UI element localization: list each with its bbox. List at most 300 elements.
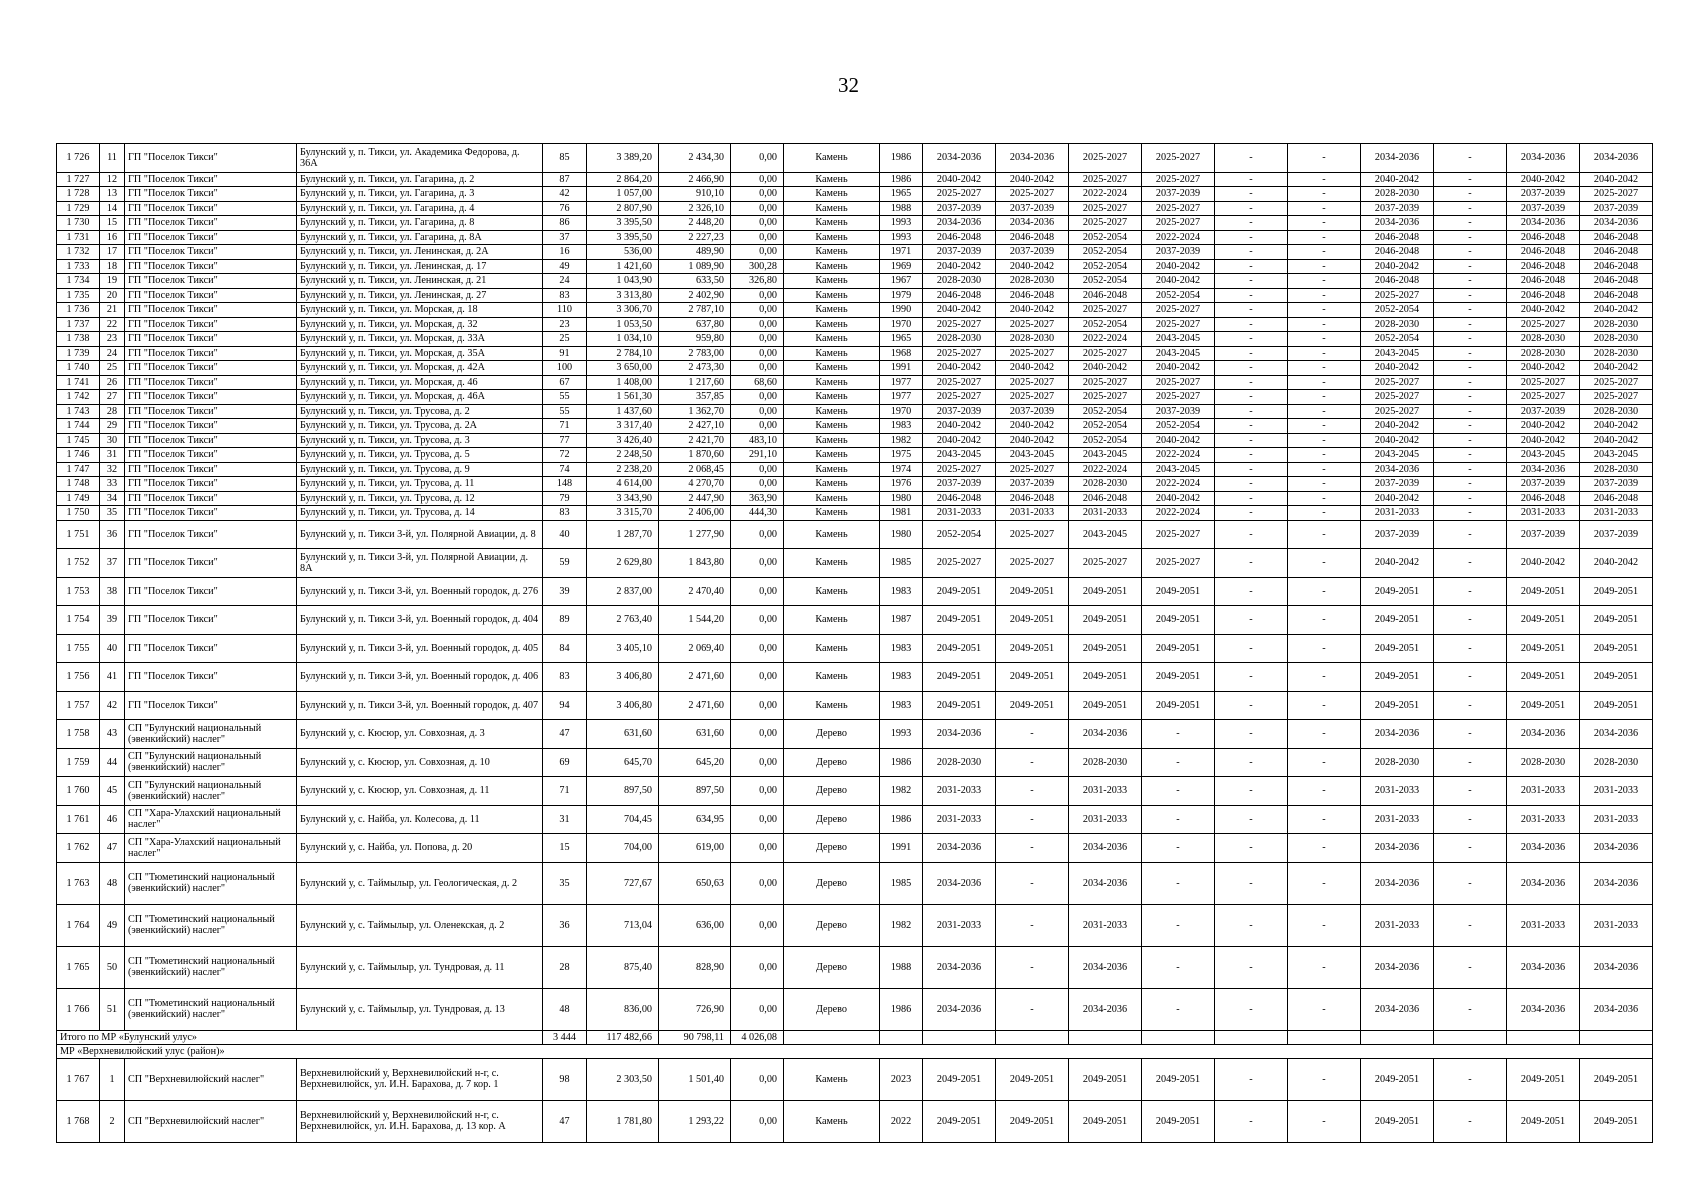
repair-period-cell: 2040-2042	[1142, 259, 1215, 274]
repair-period-cell: 2049-2051	[1142, 606, 1215, 635]
repair-period-cell: 2040-2042	[1580, 419, 1653, 434]
repair-period-cell: 2040-2042	[1069, 361, 1142, 376]
residents-cell: 71	[543, 777, 587, 806]
residents-cell: 86	[543, 216, 587, 231]
address-cell: Булунский у, п. Тикси, ул. Гагарина, д. 8	[297, 216, 543, 231]
repair-period-cell: -	[1288, 1100, 1361, 1142]
address-cell: Булунский у, п. Тикси 3-й, ул. Военный городок, д. 404	[297, 606, 543, 635]
repair-period-cell: -	[1288, 375, 1361, 390]
organization-cell: ГП "Поселок Тикси"	[125, 274, 297, 289]
wall-material-cell: Камень	[784, 433, 880, 448]
repair-period-cell: 2031-2033	[1507, 904, 1580, 946]
row-subnumber: 26	[100, 375, 125, 390]
summary-empty-cell	[1507, 1030, 1580, 1044]
repair-period-cell: 2049-2051	[923, 1058, 996, 1100]
repair-period-cell: 2037-2039	[1507, 187, 1580, 202]
repair-period-cell: 2028-2030	[1580, 748, 1653, 777]
build-year-cell: 1985	[880, 549, 923, 578]
build-year-cell: 1982	[880, 777, 923, 806]
summary-empty-cell	[880, 1030, 923, 1044]
organization-cell: ГП "Поселок Тикси"	[125, 448, 297, 463]
area-other-cell: 0,00	[731, 201, 784, 216]
build-year-cell: 2023	[880, 1058, 923, 1100]
area-other-cell: 0,00	[731, 748, 784, 777]
area-living-cell: 2 402,90	[659, 288, 731, 303]
residents-cell: 28	[543, 946, 587, 988]
repair-period-cell: -	[1434, 1058, 1507, 1100]
repair-period-cell: 2046-2048	[1069, 288, 1142, 303]
repair-period-cell: -	[1434, 346, 1507, 361]
repair-period-cell: 2037-2039	[996, 477, 1069, 492]
wall-material-cell: Камень	[784, 274, 880, 289]
repair-period-cell: -	[1288, 346, 1361, 361]
row-number: 1 744	[57, 419, 100, 434]
repair-period-cell: 2025-2027	[1361, 375, 1434, 390]
repair-period-cell: -	[996, 862, 1069, 904]
repair-period-cell: 2049-2051	[1507, 634, 1580, 663]
repair-period-cell: 2034-2036	[1361, 946, 1434, 988]
repair-period-cell: 2025-2027	[1069, 346, 1142, 361]
area-other-cell: 326,80	[731, 274, 784, 289]
residents-cell: 83	[543, 663, 587, 692]
residents-cell: 87	[543, 172, 587, 187]
area-other-cell: 0,00	[731, 332, 784, 347]
area-other-cell: 444,30	[731, 506, 784, 521]
address-cell: Булунский у, с. Таймылыр, ул. Оленекская, д. 2	[297, 904, 543, 946]
repair-period-cell: -	[1434, 448, 1507, 463]
repair-period-cell: 2025-2027	[1069, 201, 1142, 216]
repair-period-cell: 2025-2027	[923, 390, 996, 405]
area-other-cell: 0,00	[731, 477, 784, 492]
row-subnumber: 38	[100, 577, 125, 606]
address-cell: Булунский у, п. Тикси, ул. Трусова, д. 5	[297, 448, 543, 463]
repair-period-cell: 2025-2027	[1069, 390, 1142, 405]
row-number: 1 737	[57, 317, 100, 332]
repair-period-cell: -	[1215, 904, 1288, 946]
organization-cell: СП "Тюметинский национальный (эвенкийский) наслег"	[125, 946, 297, 988]
repair-period-cell: 2040-2042	[1361, 491, 1434, 506]
repair-period-cell: -	[1288, 777, 1361, 806]
repair-period-cell: 2037-2039	[996, 201, 1069, 216]
repair-period-cell: 2046-2048	[1580, 230, 1653, 245]
section-title: МР «Верхневилюйский улус (район)»	[57, 1044, 1653, 1058]
build-year-cell: 2022	[880, 1100, 923, 1142]
wall-material-cell: Камень	[784, 303, 880, 318]
repair-period-cell: 2031-2033	[1361, 777, 1434, 806]
area-living-cell: 2 069,40	[659, 634, 731, 663]
repair-period-cell: 2022-2024	[1142, 477, 1215, 492]
repair-period-cell: -	[1215, 361, 1288, 376]
area-other-cell: 68,60	[731, 375, 784, 390]
row-subnumber: 46	[100, 805, 125, 834]
table-row	[57, 317, 1653, 332]
repair-period-cell: 2025-2027	[996, 317, 1069, 332]
organization-cell: СП "Булунский национальный (эвенкийский) наслег"	[125, 748, 297, 777]
organization-cell: ГП "Поселок Тикси"	[125, 606, 297, 635]
repair-period-cell: -	[1434, 303, 1507, 318]
residents-cell: 83	[543, 506, 587, 521]
organization-cell: ГП "Поселок Тикси"	[125, 346, 297, 361]
repair-period-cell: -	[1434, 361, 1507, 376]
repair-period-cell: 2040-2042	[1361, 419, 1434, 434]
row-subnumber: 49	[100, 904, 125, 946]
repair-period-cell: -	[1434, 663, 1507, 692]
repair-period-cell: 2028-2030	[1507, 332, 1580, 347]
area-living-cell: 4 270,70	[659, 477, 731, 492]
repair-period-cell: 2040-2042	[996, 433, 1069, 448]
address-cell: Булунский у, п. Тикси, ул. Морская, д. 46А	[297, 390, 543, 405]
repair-period-cell: 2031-2033	[1580, 777, 1653, 806]
residents-cell: 40	[543, 520, 587, 549]
repair-period-cell: -	[1215, 144, 1288, 173]
repair-period-cell: 2028-2030	[1580, 317, 1653, 332]
area-living-cell: 645,20	[659, 748, 731, 777]
area-living-cell: 2 787,10	[659, 303, 731, 318]
repair-period-cell: -	[1288, 404, 1361, 419]
repair-period-cell: 2040-2042	[1361, 361, 1434, 376]
area-total-cell: 3 395,50	[587, 230, 659, 245]
row-number: 1 758	[57, 720, 100, 749]
organization-cell: ГП "Поселок Тикси"	[125, 303, 297, 318]
repair-period-cell: -	[1288, 834, 1361, 863]
build-year-cell: 1987	[880, 606, 923, 635]
table-row	[57, 462, 1653, 477]
organization-cell: ГП "Поселок Тикси"	[125, 462, 297, 477]
repair-period-cell: 2031-2033	[1507, 506, 1580, 521]
wall-material-cell: Камень	[784, 1058, 880, 1100]
build-year-cell: 1983	[880, 419, 923, 434]
repair-period-cell: 2028-2030	[1361, 317, 1434, 332]
area-other-cell: 0,00	[731, 777, 784, 806]
table-body	[57, 144, 1653, 1143]
row-subnumber: 37	[100, 549, 125, 578]
summary-empty-cell	[1434, 1030, 1507, 1044]
repair-period-cell: -	[1215, 259, 1288, 274]
table-row	[57, 1100, 1653, 1142]
repair-period-cell: 2034-2036	[1361, 988, 1434, 1030]
residents-cell: 148	[543, 477, 587, 492]
repair-period-cell: 2049-2051	[1069, 663, 1142, 692]
row-number: 1 761	[57, 805, 100, 834]
wall-material-cell: Дерево	[784, 946, 880, 988]
repair-period-cell: 2040-2042	[1507, 419, 1580, 434]
area-living-cell: 959,80	[659, 332, 731, 347]
repair-period-cell: 2040-2042	[996, 361, 1069, 376]
area-other-cell: 0,00	[731, 720, 784, 749]
residents-cell: 71	[543, 419, 587, 434]
repair-period-cell: 2037-2039	[1580, 201, 1653, 216]
organization-cell: ГП "Поселок Тикси"	[125, 172, 297, 187]
row-number: 1 732	[57, 245, 100, 260]
organization-cell: СП "Верхневилюйский наслег"	[125, 1058, 297, 1100]
area-other-cell: 0,00	[731, 577, 784, 606]
area-living-cell: 2 227,23	[659, 230, 731, 245]
build-year-cell: 1969	[880, 259, 923, 274]
area-living-cell: 1 277,90	[659, 520, 731, 549]
area-living-cell: 1 217,60	[659, 375, 731, 390]
repair-period-cell: -	[1215, 491, 1288, 506]
repair-period-cell: 2025-2027	[996, 390, 1069, 405]
area-other-cell: 0,00	[731, 520, 784, 549]
table-row	[57, 201, 1653, 216]
area-total-cell: 704,45	[587, 805, 659, 834]
repair-period-cell: 2034-2036	[1507, 862, 1580, 904]
row-number: 1 729	[57, 201, 100, 216]
repair-period-cell: -	[1288, 520, 1361, 549]
repair-period-cell: 2046-2048	[1507, 274, 1580, 289]
repair-period-cell: 2049-2051	[1069, 691, 1142, 720]
residents-cell: 49	[543, 259, 587, 274]
summary-row	[57, 1030, 1653, 1044]
repair-period-cell: 2049-2051	[923, 691, 996, 720]
area-total-cell: 536,00	[587, 245, 659, 260]
repair-period-cell: 2034-2036	[1069, 988, 1142, 1030]
repair-period-cell: 2049-2051	[996, 1100, 1069, 1142]
repair-period-cell: -	[1288, 491, 1361, 506]
repair-period-cell: -	[1434, 259, 1507, 274]
repair-period-cell: 2049-2051	[1507, 1100, 1580, 1142]
area-living-cell: 1 293,22	[659, 1100, 731, 1142]
organization-cell: СП "Хара-Улахский национальный наслег"	[125, 805, 297, 834]
address-cell: Булунский у, с. Таймылыр, ул. Тундровая, д. 13	[297, 988, 543, 1030]
repair-period-cell: -	[1434, 491, 1507, 506]
repair-period-cell: 2046-2048	[1507, 288, 1580, 303]
repair-period-cell: -	[1215, 549, 1288, 578]
repair-period-cell: 2040-2042	[996, 303, 1069, 318]
repair-period-cell: 2049-2051	[1507, 663, 1580, 692]
repair-period-cell: -	[1434, 375, 1507, 390]
wall-material-cell: Камень	[784, 477, 880, 492]
area-other-cell: 0,00	[731, 404, 784, 419]
wall-material-cell: Камень	[784, 288, 880, 303]
area-other-cell: 0,00	[731, 144, 784, 173]
repair-period-cell: 2028-2030	[1580, 462, 1653, 477]
repair-period-cell: 2037-2039	[1142, 245, 1215, 260]
area-total-cell: 3 315,70	[587, 506, 659, 521]
area-living-cell: 637,80	[659, 317, 731, 332]
repair-period-cell: 2040-2042	[1580, 303, 1653, 318]
organization-cell: ГП "Поселок Тикси"	[125, 375, 297, 390]
row-subnumber: 47	[100, 834, 125, 863]
repair-period-cell: 2046-2048	[1507, 230, 1580, 245]
repair-period-cell: 2052-2054	[1069, 317, 1142, 332]
residents-cell: 76	[543, 201, 587, 216]
repair-period-cell: -	[1215, 506, 1288, 521]
residents-cell: 67	[543, 375, 587, 390]
area-total-cell: 2 303,50	[587, 1058, 659, 1100]
row-number: 1 751	[57, 520, 100, 549]
organization-cell: СП "Булунский национальный (эвенкийский) наслег"	[125, 777, 297, 806]
area-other-cell: 0,00	[731, 634, 784, 663]
repair-period-cell: -	[1288, 577, 1361, 606]
repair-period-cell: 2034-2036	[1361, 216, 1434, 231]
residents-cell: 16	[543, 245, 587, 260]
row-number: 1 726	[57, 144, 100, 173]
row-number: 1 746	[57, 448, 100, 463]
address-cell: Булунский у, п. Тикси 3-й, ул. Военный городок, д. 407	[297, 691, 543, 720]
area-living-cell: 2 434,30	[659, 144, 731, 173]
area-living-cell: 2 068,45	[659, 462, 731, 477]
repair-period-cell: 2049-2051	[1507, 1058, 1580, 1100]
row-subnumber: 13	[100, 187, 125, 202]
repair-period-cell: 2052-2054	[1069, 245, 1142, 260]
repair-period-cell: 2037-2039	[996, 404, 1069, 419]
repair-period-cell: 2025-2027	[923, 317, 996, 332]
repair-period-cell: -	[996, 988, 1069, 1030]
repair-period-cell: -	[1215, 390, 1288, 405]
repair-period-cell: 2052-2054	[1361, 332, 1434, 347]
area-total-cell: 631,60	[587, 720, 659, 749]
organization-cell: СП "Тюметинский национальный (эвенкийский) наслег"	[125, 988, 297, 1030]
repair-period-cell: 2034-2036	[923, 834, 996, 863]
area-other-cell: 0,00	[731, 187, 784, 202]
repair-period-cell: 2034-2036	[996, 144, 1069, 173]
build-year-cell: 1986	[880, 748, 923, 777]
wall-material-cell: Камень	[784, 663, 880, 692]
wall-material-cell: Камень	[784, 606, 880, 635]
wall-material-cell: Камень	[784, 187, 880, 202]
area-total-cell: 704,00	[587, 834, 659, 863]
repair-period-cell: 2028-2030	[1580, 404, 1653, 419]
address-cell: Булунский у, п. Тикси, ул. Трусова, д. 3	[297, 433, 543, 448]
repair-period-cell: -	[1215, 988, 1288, 1030]
build-year-cell: 1976	[880, 477, 923, 492]
repair-period-cell: 2034-2036	[1069, 862, 1142, 904]
repair-period-cell: -	[1215, 187, 1288, 202]
area-total-cell: 3 395,50	[587, 216, 659, 231]
repair-period-cell: 2034-2036	[1361, 462, 1434, 477]
repair-period-cell: 2034-2036	[923, 144, 996, 173]
row-number: 1 740	[57, 361, 100, 376]
repair-period-cell: -	[1434, 720, 1507, 749]
residents-cell: 24	[543, 274, 587, 289]
table-row	[57, 419, 1653, 434]
repair-period-cell: 2025-2027	[1142, 520, 1215, 549]
area-living-cell: 489,90	[659, 245, 731, 260]
table-row	[57, 805, 1653, 834]
address-cell: Булунский у, п. Тикси, ул. Морская, д. 33А	[297, 332, 543, 347]
repair-period-cell: -	[1215, 317, 1288, 332]
area-other-cell: 0,00	[731, 834, 784, 863]
repair-period-cell: 2049-2051	[996, 1058, 1069, 1100]
row-number: 1 763	[57, 862, 100, 904]
repair-period-cell: 2043-2045	[1361, 448, 1434, 463]
area-living-cell: 1 544,20	[659, 606, 731, 635]
repair-period-cell: 2049-2051	[1580, 577, 1653, 606]
row-subnumber: 24	[100, 346, 125, 361]
repair-period-cell: -	[1434, 201, 1507, 216]
area-living-cell: 828,90	[659, 946, 731, 988]
row-number: 1 747	[57, 462, 100, 477]
area-total-cell: 4 614,00	[587, 477, 659, 492]
repair-period-cell: 2025-2027	[996, 549, 1069, 578]
repair-period-cell: -	[1215, 375, 1288, 390]
area-living-cell: 636,00	[659, 904, 731, 946]
repair-period-cell: 2046-2048	[996, 230, 1069, 245]
residents-cell: 72	[543, 448, 587, 463]
wall-material-cell: Камень	[784, 404, 880, 419]
repair-period-cell: -	[1288, 691, 1361, 720]
area-total-cell: 2 248,50	[587, 448, 659, 463]
row-number: 1 736	[57, 303, 100, 318]
repair-period-cell: 2025-2027	[1142, 390, 1215, 405]
repair-period-cell: 2034-2036	[1580, 720, 1653, 749]
repair-period-cell: 2034-2036	[1580, 834, 1653, 863]
repair-period-cell: -	[1288, 172, 1361, 187]
row-subnumber: 34	[100, 491, 125, 506]
repair-period-cell: 2037-2039	[1361, 201, 1434, 216]
address-cell: Булунский у, с. Таймылыр, ул. Тундровая, д. 11	[297, 946, 543, 988]
page-number: 32	[838, 73, 859, 97]
address-cell: Верхневилюйский у, Верхневилюйский н-г, с. Верхневилюйск, ул. И.Н. Барахова, д. 13 кор. А	[297, 1100, 543, 1142]
table-row	[57, 606, 1653, 635]
residents-cell: 98	[543, 1058, 587, 1100]
row-subnumber: 40	[100, 634, 125, 663]
repair-period-cell: 2049-2051	[996, 577, 1069, 606]
wall-material-cell: Дерево	[784, 834, 880, 863]
repair-period-cell: 2052-2054	[923, 520, 996, 549]
repair-period-cell: 2037-2039	[1507, 477, 1580, 492]
repair-period-cell: -	[1215, 691, 1288, 720]
repair-period-cell: 2046-2048	[1361, 245, 1434, 260]
repair-period-cell: 2025-2027	[1142, 201, 1215, 216]
wall-material-cell: Дерево	[784, 748, 880, 777]
repair-period-cell: 2025-2027	[1069, 549, 1142, 578]
repair-period-cell: 2040-2042	[1507, 549, 1580, 578]
repair-period-cell: 2046-2048	[1361, 274, 1434, 289]
address-cell: Булунский у, п. Тикси, ул. Гагарина, д. 8А	[297, 230, 543, 245]
address-cell: Булунский у, с. Найба, ул. Колесова, д. 11	[297, 805, 543, 834]
repair-period-cell: -	[1288, 988, 1361, 1030]
repair-period-cell: -	[1288, 332, 1361, 347]
area-living-cell: 2 471,60	[659, 663, 731, 692]
repair-period-cell: 2046-2048	[1580, 491, 1653, 506]
organization-cell: ГП "Поселок Тикси"	[125, 691, 297, 720]
area-total-cell: 3 405,10	[587, 634, 659, 663]
build-year-cell: 1986	[880, 172, 923, 187]
repair-period-cell: 2043-2045	[1361, 346, 1434, 361]
row-number: 1 754	[57, 606, 100, 635]
repair-period-cell: -	[1215, 834, 1288, 863]
repair-period-cell: 2043-2045	[923, 448, 996, 463]
area-other-cell: 0,00	[731, 390, 784, 405]
residents-cell: 36	[543, 904, 587, 946]
repair-period-cell: -	[1434, 506, 1507, 521]
repair-period-cell: 2043-2045	[1580, 448, 1653, 463]
repair-period-cell: 2028-2030	[1069, 477, 1142, 492]
organization-cell: ГП "Поселок Тикси"	[125, 259, 297, 274]
repair-period-cell: 2046-2048	[1507, 259, 1580, 274]
repair-period-cell: 2031-2033	[1361, 506, 1434, 521]
repair-period-cell: 2040-2042	[1361, 259, 1434, 274]
repair-period-cell: -	[1215, 288, 1288, 303]
row-subnumber: 17	[100, 245, 125, 260]
repair-period-cell: -	[1434, 404, 1507, 419]
address-cell: Булунский у, п. Тикси, ул. Морская, д. 42А	[297, 361, 543, 376]
build-year-cell: 1991	[880, 834, 923, 863]
repair-period-cell: 2040-2042	[923, 419, 996, 434]
repair-period-cell: 2025-2027	[1507, 317, 1580, 332]
repair-period-cell: 2028-2030	[923, 332, 996, 347]
repair-period-cell: -	[1288, 448, 1361, 463]
row-subnumber: 2	[100, 1100, 125, 1142]
wall-material-cell: Камень	[784, 390, 880, 405]
repair-period-cell: -	[1288, 390, 1361, 405]
repair-period-cell: 2034-2036	[1507, 144, 1580, 173]
repair-period-cell: -	[1434, 216, 1507, 231]
repair-period-cell: 2052-2054	[1069, 274, 1142, 289]
organization-cell: СП "Хара-Улахский национальный наслег"	[125, 834, 297, 863]
